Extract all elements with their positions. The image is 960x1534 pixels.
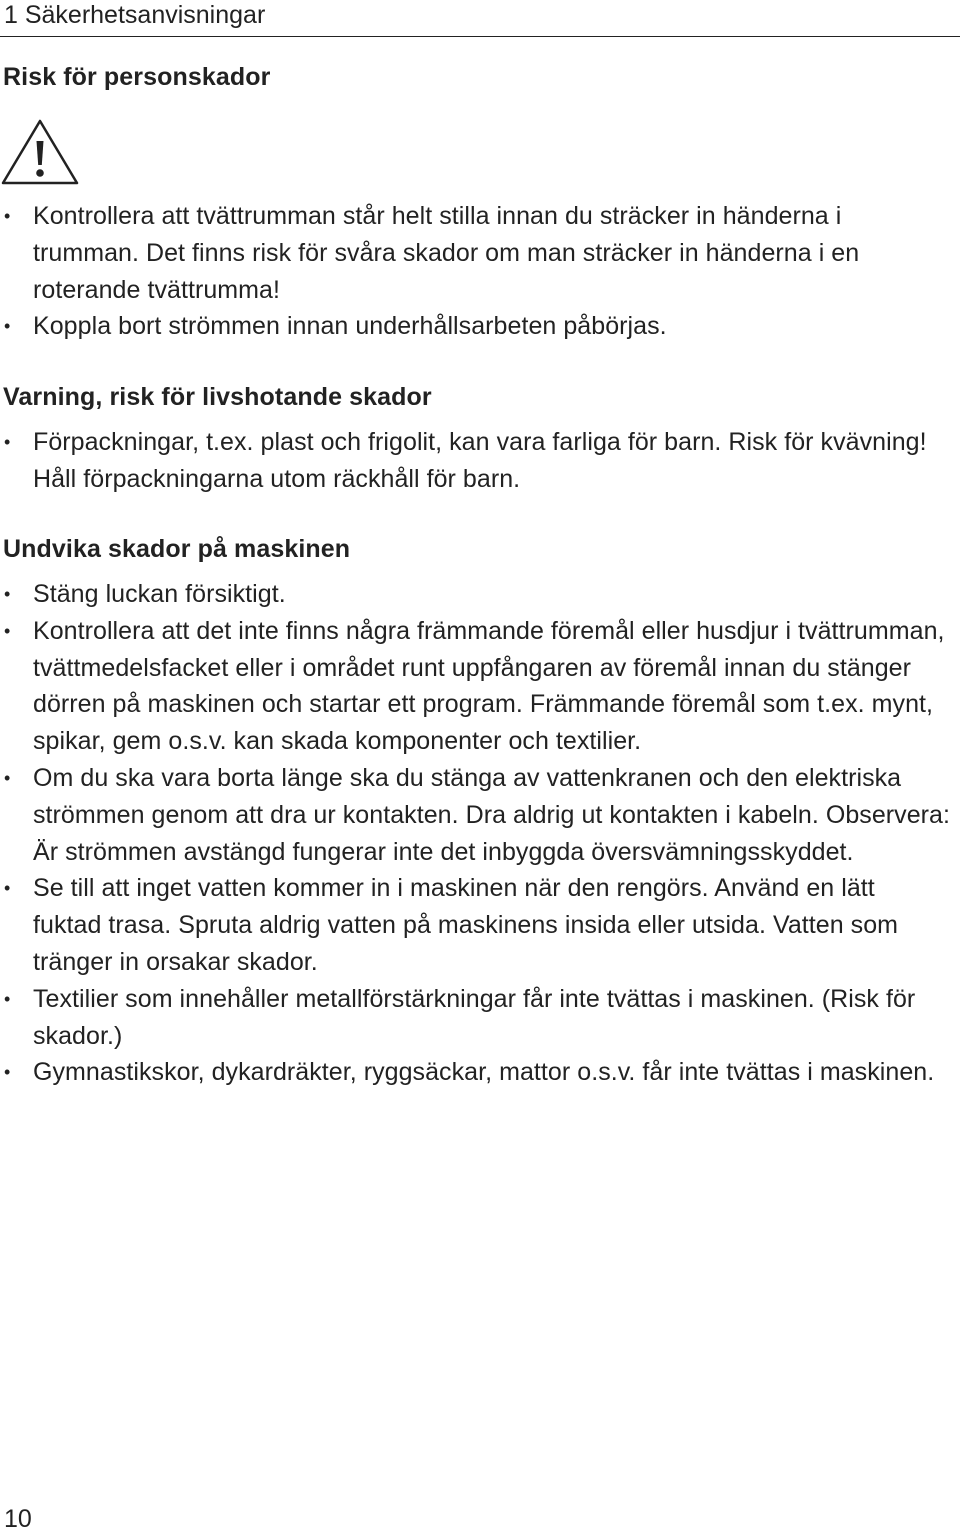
section-heading-machine-damage: Undvika skador på maskinen — [3, 535, 351, 563]
list-item: • Stäng luckan försiktigt. — [0, 576, 950, 613]
page-number: 10 — [4, 1505, 32, 1533]
list-item: • Kontrollera att tvättrumman står helt stilla innan du sträcker in händerna i trumman. Det finns risk för svåra skador om man sträcker in händerna i en roterande tvättrumma! — [0, 198, 950, 308]
section-heading-life-threatening: Varning, risk för livshotande skador — [3, 383, 432, 411]
list-life-threatening — [0, 424, 950, 498]
list-item: • Koppla bort strömmen innan underhållsarbeten påbörjas. — [0, 308, 950, 345]
list-item: • Gymnastikskor, dykardräkter, ryggsäckar, mattor o.s.v. får inte tvättas i maskinen. — [0, 1054, 950, 1091]
list-item: • Kontrollera att det inte finns några främmande föremål eller husdjur i tvättrumman, tvättmedelsfacket eller i området runt uppfångaren av föremål innan du stänger dörren på maskinen och startar ett program. Främmande föremål som t.ex. mynt, spikar, gem o.s.v. kan skada komponenter och textilier. — [0, 613, 950, 760]
list-item: • Förpackningar, t.ex. plast och frigolit, kan vara farliga för barn. Risk för kvävning! Håll förpackningarna utom räckhåll för barn. — [0, 424, 950, 498]
list-item: • Textilier som innehåller metallförstärkningar får inte tvättas i maskinen. (Risk för skador.) — [0, 981, 950, 1055]
warning-triangle-icon — [0, 117, 80, 187]
list-personal-injury — [0, 198, 950, 345]
list-item: • Se till att inget vatten kommer in i maskinen när den rengörs. Använd en lätt fuktad trasa. Spruta aldrig vatten på maskinens insida eller utsida. Vatten som tränger in orsakar skador. — [0, 870, 950, 980]
section-heading-personal-injury: Risk för personskador — [3, 63, 271, 91]
chapter-title: 1 Säkerhetsanvisningar — [4, 1, 266, 29]
list-item: • Om du ska vara borta länge ska du stänga av vattenkranen och den elektriska strömmen genom att dra ur kontakten. Dra aldrig ut kontakten i kabeln. Observera: Är strömmen avstängd fungerar inte det inbyggda översvämningsskyddet. — [0, 760, 950, 870]
header-divider — [0, 36, 960, 37]
list-machine-damage — [0, 576, 950, 1091]
